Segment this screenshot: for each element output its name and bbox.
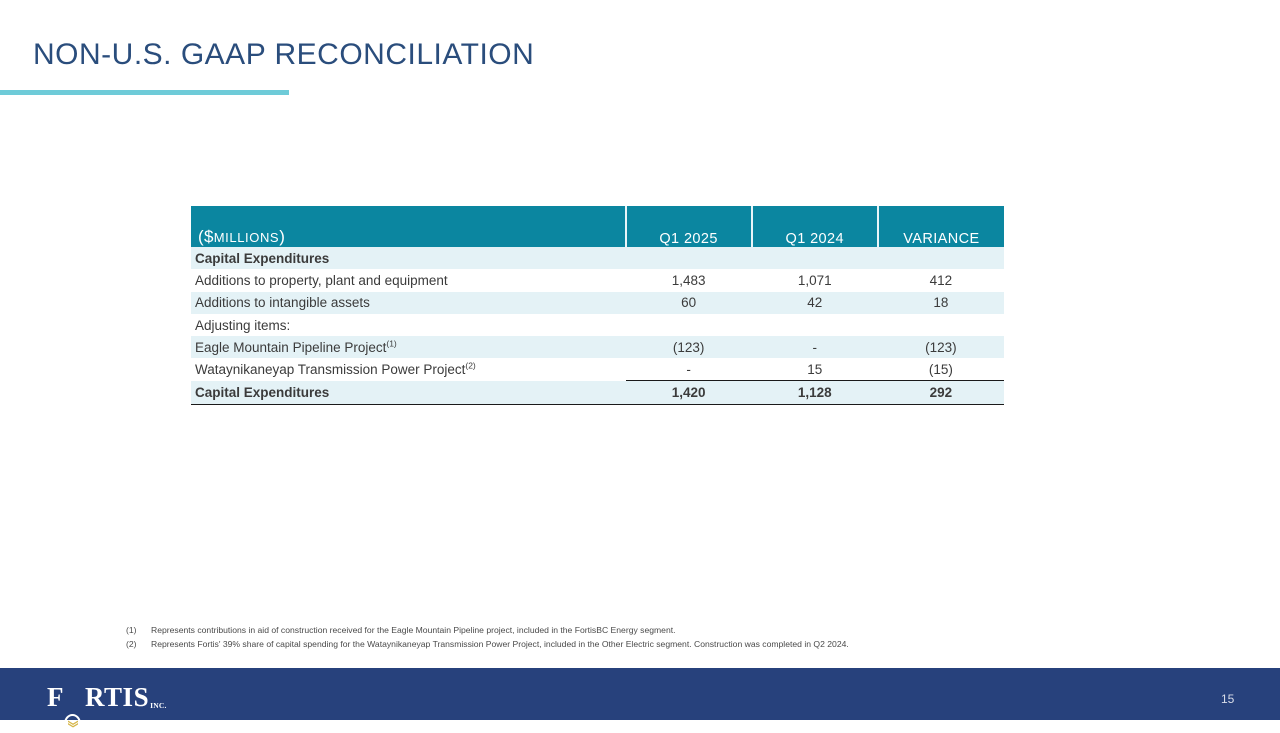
table-header bbox=[191, 206, 1004, 247]
table-header-row bbox=[191, 206, 1004, 247]
cell-variance: 412 bbox=[878, 269, 1004, 291]
cell-variance bbox=[878, 314, 1004, 336]
cell-q1-2024: 15 bbox=[752, 358, 878, 380]
row-label: Capital Expenditures bbox=[191, 381, 626, 405]
cell-q1-2025: (123) bbox=[626, 336, 752, 358]
row-label: Additions to property, plant and equipment bbox=[191, 269, 626, 291]
table-body bbox=[191, 247, 1004, 405]
footnote-mark: (2) bbox=[126, 638, 137, 649]
cell-variance: 18 bbox=[878, 292, 1004, 314]
column-header-q1-2024: Q1 2024 bbox=[752, 206, 878, 247]
footnote-marker: (1) bbox=[386, 338, 397, 349]
cell-variance bbox=[878, 247, 1004, 269]
logo-text-rtis: RTIS bbox=[85, 682, 150, 712]
cell-q1-2024: 1,128 bbox=[752, 381, 878, 405]
logo-inc-suffix: INC. bbox=[150, 700, 167, 710]
cell-q1-2025 bbox=[626, 314, 752, 336]
column-header-variance: VARIANCE bbox=[878, 206, 1004, 247]
cell-q1-2025: 60 bbox=[626, 292, 752, 314]
cell-q1-2024: 1,071 bbox=[752, 269, 878, 291]
cell-variance: (123) bbox=[878, 336, 1004, 358]
page-number: 15 bbox=[1221, 692, 1235, 706]
cell-variance: 292 bbox=[878, 381, 1004, 405]
fortis-logo bbox=[47, 684, 167, 711]
table-row bbox=[191, 269, 1004, 291]
footnotes bbox=[126, 624, 849, 651]
column-header-units bbox=[191, 206, 626, 247]
title-accent-rule bbox=[0, 90, 289, 95]
table-row bbox=[191, 381, 1004, 405]
footnote-item bbox=[126, 624, 849, 638]
column-header-q1-2025: Q1 2025 bbox=[626, 206, 752, 247]
row-label: Eagle Mountain Pipeline Project$^{(1)}$ bbox=[191, 336, 626, 358]
cell-q1-2025: 1,483 bbox=[626, 269, 752, 291]
units-currency-symbol: ($ bbox=[198, 227, 214, 246]
cell-q1-2024: - bbox=[752, 336, 878, 358]
units-close-paren: ) bbox=[279, 227, 286, 246]
footnote-mark: (1) bbox=[126, 625, 137, 635]
fortis-emblem-icon bbox=[67, 718, 79, 730]
logo-text-f: F bbox=[47, 682, 64, 712]
footnote-text: Represents contributions in aid of construction received for the Eagle Mountain Pipeline project, included in the FortisBC Energy segment. bbox=[151, 625, 676, 635]
cell-q1-2024: 42 bbox=[752, 292, 878, 314]
table-row bbox=[191, 292, 1004, 314]
cell-variance: (15) bbox=[878, 358, 1004, 380]
capital-expenditures-table bbox=[191, 206, 1004, 405]
footnote-item bbox=[126, 638, 849, 652]
table-row bbox=[191, 358, 1004, 380]
footnote-text: Represents Fortis' 39% share of capital spending for the Wataynikaneyap Transmission Power Project, included in the Other Electric segment. Construction was completed in Q2 2024. bbox=[151, 638, 849, 649]
page-title: NON-U.S. GAAP RECONCILIATION bbox=[33, 38, 535, 71]
cell-q1-2025 bbox=[626, 247, 752, 269]
row-label: Wataynikaneyap Transmission Power Project$^{(2)}$ bbox=[191, 358, 626, 380]
cell-q1-2024 bbox=[752, 314, 878, 336]
units-word: MILLIONS bbox=[213, 230, 280, 245]
cell-q1-2024 bbox=[752, 247, 878, 269]
table-row bbox=[191, 247, 1004, 269]
table-row bbox=[191, 314, 1004, 336]
row-label: Adjusting items: bbox=[191, 314, 626, 336]
row-label: Capital Expenditures bbox=[191, 247, 626, 269]
footer-bar bbox=[0, 668, 1280, 720]
cell-q1-2025: 1,420 bbox=[626, 381, 752, 405]
footnote-marker: (2) bbox=[465, 360, 476, 371]
table-row bbox=[191, 336, 1004, 358]
cell-q1-2025: - bbox=[626, 358, 752, 380]
row-label: Additions to intangible assets bbox=[191, 292, 626, 314]
